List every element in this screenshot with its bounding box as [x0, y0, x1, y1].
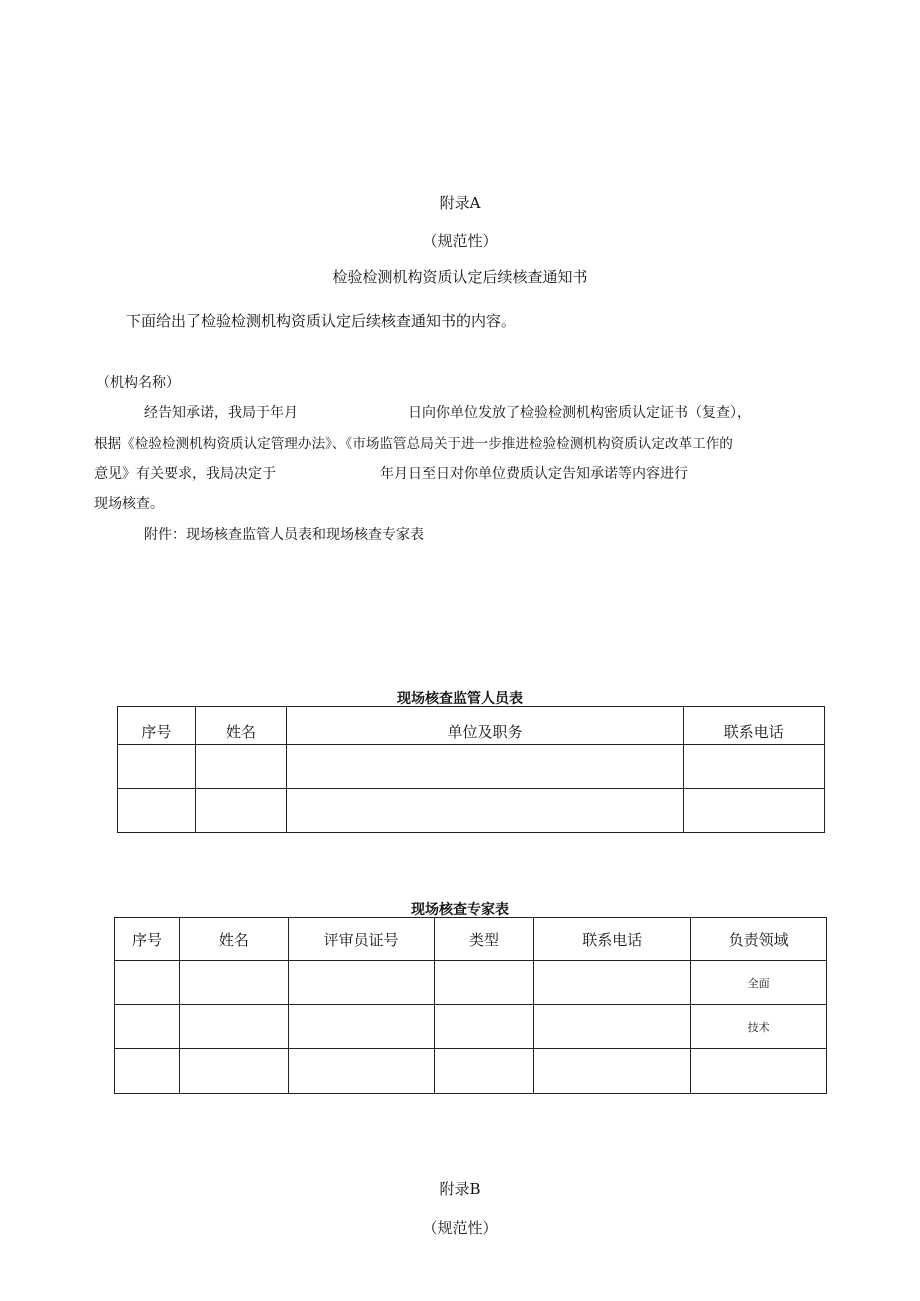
supervisor-header-row — [118, 707, 825, 745]
org-name: （机构名称） — [96, 375, 180, 391]
table-cell — [118, 789, 196, 833]
table-cell — [179, 961, 288, 1005]
attachment-text: 附件：现场核查监管人员表和现场核查专家表 — [144, 527, 424, 543]
table-cell — [115, 961, 180, 1005]
appendix-a-normative: （规范性） — [422, 232, 498, 250]
notice-line-2: 根据《检验检测机构资质认定管理办法》、《市场监管总局关于进一步推进检验检测机构资质认定改革工作的 — [94, 436, 733, 452]
appendix-b-heading: 附录B — [439, 1180, 481, 1198]
table-cell — [287, 789, 683, 833]
col-header-index: 序号 — [115, 918, 180, 961]
col-header-name: 姓名 — [179, 918, 288, 961]
table-cell — [118, 745, 196, 789]
table-cell — [534, 1005, 691, 1049]
supervisor-table — [117, 706, 825, 833]
supervisor-table-title: 现场核查监管人员表 — [397, 691, 523, 707]
notice-line-1a: 经告知承诺，我局于年月 — [144, 405, 298, 421]
table-cell — [179, 1049, 288, 1094]
table-cell — [195, 789, 287, 833]
table-cell — [288, 1005, 434, 1049]
table-cell — [534, 1049, 691, 1094]
table-cell — [683, 745, 824, 789]
table-row — [115, 961, 827, 1005]
col-header-type: 类型 — [434, 918, 534, 961]
appendix-b-normative: （规范性） — [422, 1219, 498, 1237]
col-header-domain: 负责领域 — [691, 918, 827, 961]
expert-header-row — [115, 918, 827, 961]
table-row — [118, 789, 825, 833]
table-cell — [115, 1049, 180, 1094]
domain-cell: 全面 — [691, 961, 827, 1005]
table-cell — [288, 961, 434, 1005]
table-cell — [434, 1049, 534, 1094]
table-cell — [534, 961, 691, 1005]
table-row — [115, 1005, 827, 1049]
appendix-a-heading: 附录A — [439, 194, 481, 212]
col-header-name: 姓名 — [195, 707, 287, 745]
notice-line-1b: 日向你单位发放了检验检测机构密质认定证书（复查）， — [408, 405, 751, 421]
domain-cell: 技术 — [691, 1005, 827, 1049]
col-header-phone: 联系电话 — [534, 918, 691, 961]
table-cell — [434, 1005, 534, 1049]
table-row — [118, 745, 825, 789]
table-cell — [195, 745, 287, 789]
notice-line-3a: 意见》有关要求，我局决定于 — [94, 466, 276, 482]
expert-table — [114, 917, 827, 1094]
table-row — [115, 1049, 827, 1094]
col-header-index: 序号 — [118, 707, 196, 745]
table-cell — [179, 1005, 288, 1049]
intro-text: 下面给出了检验检测机构资质认定后续核查通知书的内容。 — [126, 312, 517, 330]
expert-table-title: 现场核查专家表 — [411, 902, 509, 918]
notice-line-3b: 年月日至日对你单位费质认定告知承诺等内容进行 — [380, 466, 688, 482]
col-header-unit-position: 单位及职务 — [287, 707, 683, 745]
table-cell — [683, 789, 824, 833]
notice-title: 检验检测机构资质认定后续核查通知书 — [332, 268, 588, 286]
notice-line-4: 现场核查。 — [94, 496, 164, 512]
table-cell — [115, 1005, 180, 1049]
table-cell — [287, 745, 683, 789]
col-header-phone: 联系电话 — [683, 707, 824, 745]
domain-cell — [691, 1049, 827, 1094]
col-header-reviewer-id: 评审员证号 — [288, 918, 434, 961]
table-cell — [434, 961, 534, 1005]
table-cell — [288, 1049, 434, 1094]
